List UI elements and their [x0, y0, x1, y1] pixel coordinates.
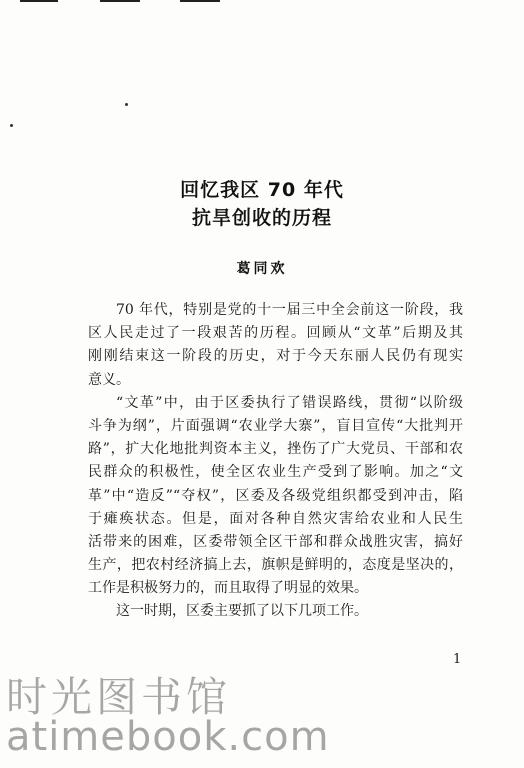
paragraph-line: 70 年代，特别是党的十一届三中全会前这一阶段，我 [116, 302, 463, 318]
article-body [88, 299, 463, 624]
scan-speck [125, 103, 128, 106]
scan-mark [180, 0, 220, 2]
paragraph-line: “文革”中，由于区委执行了错误路线，贯彻“以阶级 [116, 394, 463, 411]
article-title-line-2: 抗旱创收的历程 [191, 207, 332, 229]
paragraph-line: 于瘫痪状态。但是，面对各种自然灾害给农业和人民生 [88, 510, 463, 527]
paragraph-line: 斗争为纲”，片面强调“农业学大寨”，盲目宣传“大批判开 [88, 417, 463, 434]
paragraph-line: 区人民走过了一段艰苦的历程。回顾从“文革”后期及其 [88, 325, 463, 342]
paragraph-line: 民群众的积极性，使全区农业生产受到了影响。加之“文 [88, 464, 463, 481]
scan-speck [10, 124, 13, 127]
scan-mark [20, 0, 58, 2]
paragraph-line: 意义。 [88, 371, 130, 388]
paragraph-line: 革”中“造反”“夺权”，区委及各级党组织都受到冲击，陷 [88, 487, 463, 504]
article-title-line-1: 回忆我区 70 年代 [180, 179, 344, 201]
paragraph-line: 活带来的困难，区委带领全区干部和群众战胜灾害，搞好 [88, 533, 463, 550]
paragraph-line: 生产，把农村经济搞上去，旗帜是鲜明的，态度是坚决的， [88, 557, 463, 574]
page-number: 1 [453, 652, 462, 667]
watermark-url: atimebook.com [6, 714, 330, 760]
scan-mark [100, 0, 140, 2]
paragraph-line: 路”，扩大化地批判资本主义，挫伤了广大党员、干部和农 [88, 441, 463, 458]
watermark-title: 时光图书馆 [6, 673, 231, 721]
paragraph-line: 刚刚结束这一阶段的历史，对于今天东丽人民仍有现实 [88, 348, 463, 365]
paragraph-line: 这一时期，区委主要抓了以下几项工作。 [116, 603, 368, 620]
article-author: 葛同欢 [236, 261, 288, 277]
paragraph-line: 工作是积极努力的，而且取得了明显的效果。 [88, 580, 368, 597]
